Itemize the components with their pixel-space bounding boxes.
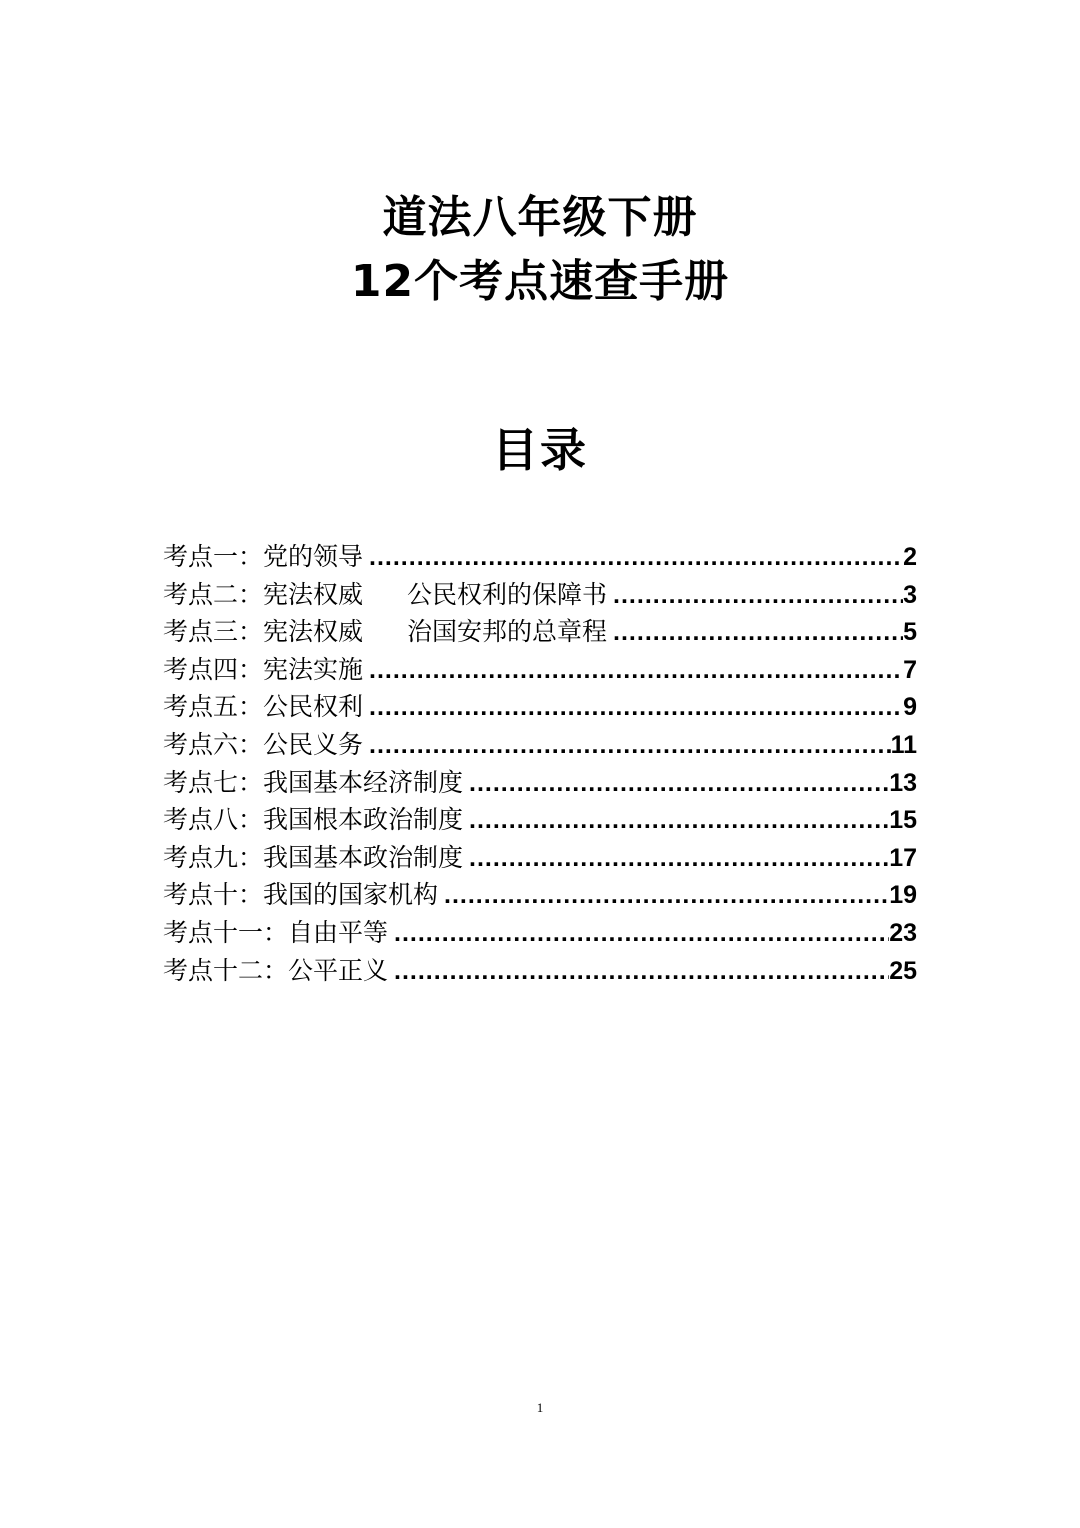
- toc-entry-8[interactable]: [163, 801, 917, 839]
- toc-entry-label: 考点十一：自由平等: [163, 917, 389, 947]
- toc-entry-page: 19: [889, 881, 917, 910]
- toc-leader-dots: [363, 652, 903, 689]
- table-of-contents: [163, 538, 917, 989]
- toc-leader-dots: [463, 802, 889, 839]
- document-title: [0, 186, 1080, 314]
- toc-leader-dots: [388, 953, 889, 990]
- toc-entry-label: 考点六：公民义务: [163, 729, 364, 759]
- toc-entry-1[interactable]: [163, 538, 917, 576]
- toc-entry-page: 9: [903, 693, 917, 722]
- toc-entry-page: 7: [903, 655, 917, 684]
- toc-leader-dots: [607, 614, 903, 651]
- toc-entry-5[interactable]: [163, 688, 917, 726]
- toc-leader-dots: [607, 577, 903, 614]
- toc-entry-6[interactable]: [163, 726, 917, 764]
- toc-entry-label: 考点五：公民权利: [163, 692, 364, 722]
- toc-entry-7[interactable]: [163, 764, 917, 802]
- toc-entry-page: 2: [903, 543, 917, 571]
- footer-page-number: 1: [536, 1400, 544, 1415]
- toc-leader-dots: [388, 915, 889, 952]
- toc-leader-dots: [363, 727, 891, 764]
- toc-entry-3[interactable]: [163, 613, 917, 651]
- toc-entry-page: 17: [889, 843, 917, 872]
- title-line-1: 道法八年级下册: [382, 192, 698, 243]
- toc-entry-page: 5: [903, 618, 917, 647]
- toc-entry-page: 13: [889, 768, 917, 797]
- toc-entry-page: 15: [889, 806, 917, 835]
- toc-entry-11[interactable]: [163, 914, 917, 952]
- toc-entry-label: 考点三：宪法权威 治国安邦的总章程: [163, 617, 608, 647]
- toc-entry-page: 3: [903, 580, 917, 609]
- toc-entry-label: 考点十二：公平正义: [163, 955, 389, 985]
- title-line-2: 12个考点速查手册: [350, 256, 730, 307]
- toc-entry-12[interactable]: [163, 952, 917, 990]
- toc-leader-dots: [438, 877, 889, 914]
- toc-entry-2[interactable]: [163, 576, 917, 614]
- toc-leader-dots: [463, 765, 889, 802]
- toc-leader-dots: [463, 840, 889, 877]
- toc-leader-dots: [363, 689, 903, 726]
- toc-leader-dots: [363, 539, 903, 576]
- toc-entry-4[interactable]: [163, 651, 917, 689]
- toc-entry-label: 考点七：我国基本经济制度: [163, 767, 464, 797]
- toc-entry-label: 考点九：我国基本政治制度: [163, 842, 464, 872]
- toc-entry-page: 11: [890, 730, 917, 759]
- toc-entry-label: 考点八：我国根本政治制度: [163, 805, 464, 835]
- toc-entry-label: 考点四：宪法实施: [163, 654, 364, 684]
- toc-entry-page: 23: [889, 918, 917, 947]
- toc-entry-label: 考点十：我国的国家机构: [163, 880, 439, 910]
- toc-entry-9[interactable]: [163, 839, 917, 877]
- toc-entry-page: 25: [889, 956, 917, 985]
- toc-entry-label: 考点一：党的领导: [163, 542, 364, 571]
- toc-entry-label: 考点二：宪法权威 公民权利的保障书: [163, 579, 608, 609]
- toc-heading: 目录: [492, 423, 588, 477]
- toc-entry-10[interactable]: [163, 876, 917, 914]
